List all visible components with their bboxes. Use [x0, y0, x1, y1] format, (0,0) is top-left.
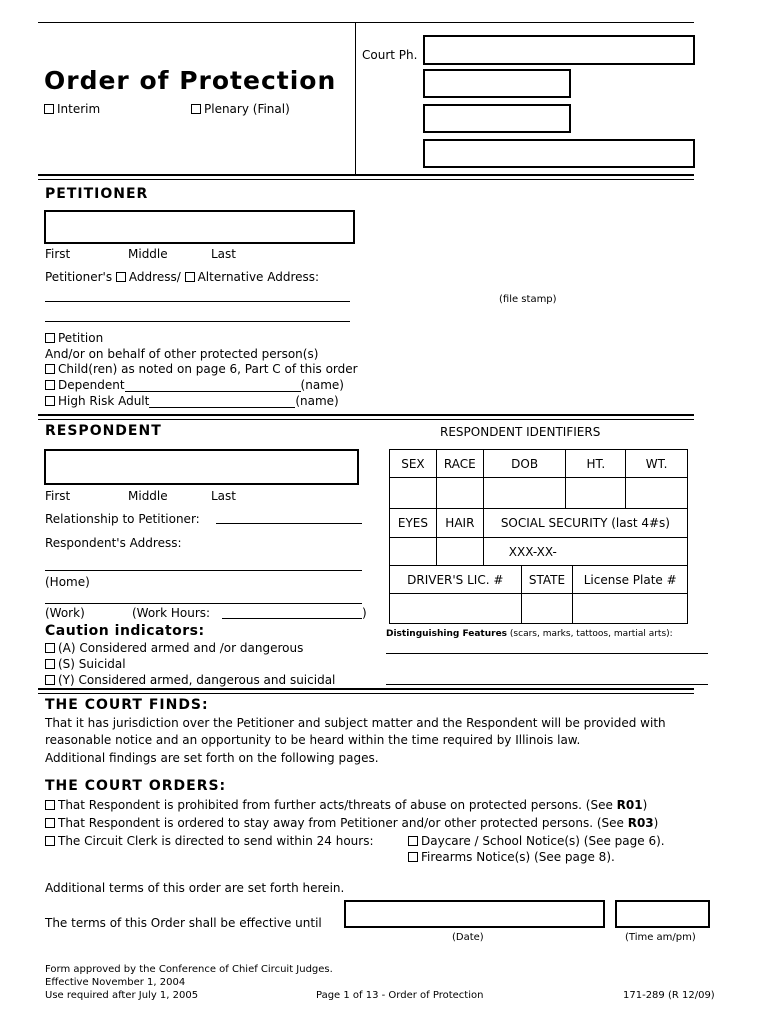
- case-field-2[interactable]: [423, 104, 571, 133]
- interim-option[interactable]: [44, 102, 100, 116]
- footer-line-1: Form approved by the Conference of Chief Circuit Judges.: [45, 964, 333, 975]
- daycare-label: Daycare / School Notice(s) (See page 6).: [421, 834, 665, 848]
- drivers-lic-header: DRIVER'S LIC. #: [390, 566, 522, 594]
- identifiers-values-2: [390, 538, 688, 566]
- state-value[interactable]: [521, 594, 573, 624]
- identifiers-table: [389, 449, 688, 509]
- high-risk-label: High Risk Adult: [58, 394, 150, 408]
- order-3-checkbox[interactable]: [45, 836, 55, 846]
- dependent-name-label: (name): [300, 378, 344, 392]
- identifiers-table-2: [389, 508, 688, 566]
- firearms-label: Firearms Notice(s) (See page 8).: [421, 850, 615, 864]
- eyes-value[interactable]: [390, 538, 437, 566]
- footer-page-label: Page 1 of 13 - Order of Protection: [316, 990, 484, 1001]
- work-label: (Work): [45, 606, 85, 620]
- time-label: (Time am/pm): [625, 932, 696, 943]
- dependent-name-line[interactable]: [125, 379, 301, 392]
- order-3-text: The Circuit Clerk is directed to send within 24 hours:: [58, 834, 374, 848]
- order-2-end: ): [653, 816, 659, 830]
- behalf-text: And/or on behalf of other protected person(s): [45, 347, 319, 361]
- petitioner-address-line-1[interactable]: [45, 301, 350, 302]
- order-3-option[interactable]: [45, 834, 374, 848]
- petitioner-middle-label: Middle: [128, 247, 168, 261]
- alt-address-checkbox[interactable]: [185, 272, 195, 282]
- petition-option[interactable]: [45, 331, 103, 345]
- children-option[interactable]: [45, 362, 358, 376]
- daycare-option[interactable]: [408, 834, 665, 848]
- work-hours-close: ): [362, 606, 367, 620]
- address-label: Address/: [128, 270, 181, 284]
- firearms-checkbox[interactable]: [408, 852, 418, 862]
- plenary-label: Plenary (Final): [204, 102, 290, 116]
- order-1-ref: R01: [616, 798, 643, 812]
- effective-date-field[interactable]: [344, 900, 605, 928]
- children-checkbox[interactable]: [45, 364, 55, 374]
- court-ph-label: Court Ph.: [362, 48, 418, 62]
- caution-s-label: (S) Suicidal: [58, 657, 126, 671]
- court-orders-heading: THE COURT ORDERS:: [45, 778, 227, 794]
- firearms-option[interactable]: [408, 850, 615, 864]
- additional-terms: Additional terms of this order are set forth herein.: [45, 881, 345, 895]
- respondent-last-label: Last: [211, 489, 236, 503]
- order-2-option[interactable]: [45, 816, 658, 830]
- distinguishing-note: (scars, marks, tattoos, martial arts):: [509, 629, 673, 639]
- petitioner-last-label: Last: [211, 247, 236, 261]
- respondent-first-label: First: [45, 489, 71, 503]
- caution-a-option[interactable]: [45, 641, 303, 655]
- identifiers-row-2: [390, 509, 688, 538]
- caution-heading: Caution indicators:: [45, 623, 205, 639]
- dependent-option[interactable]: [45, 378, 344, 392]
- plenary-checkbox[interactable]: [191, 104, 201, 114]
- order-1-end: ): [642, 798, 648, 812]
- work-hours-label: (Work Hours:: [132, 606, 211, 620]
- high-risk-option[interactable]: [45, 394, 339, 408]
- plate-header: License Plate #: [573, 566, 688, 594]
- hair-value[interactable]: [436, 538, 483, 566]
- interim-checkbox[interactable]: [44, 104, 54, 114]
- date-label: (Date): [452, 932, 484, 943]
- distinguishing-line-2[interactable]: [386, 684, 708, 685]
- respondent-name-field[interactable]: [44, 449, 359, 485]
- ssn-header: SOCIAL SECURITY (last 4#s): [483, 509, 687, 538]
- eyes-header: EYES: [390, 509, 437, 538]
- case-field-1[interactable]: [423, 69, 571, 98]
- petitioner-first-label: First: [45, 247, 71, 261]
- identifiers-heading: RESPONDENT IDENTIFIERS: [440, 425, 601, 439]
- footer-line-3: Use required after July 1, 2005: [45, 990, 199, 1001]
- petitioner-name-field[interactable]: [44, 210, 355, 244]
- order-1-text: That Respondent is prohibited from further acts/threats of abuse on protected persons. (See: [58, 798, 617, 812]
- home-label: (Home): [45, 575, 90, 589]
- court-finds-line-3: Additional findings are set forth on the following pages.: [45, 751, 379, 765]
- section-rule-petitioner: [38, 174, 694, 180]
- case-field-3[interactable]: [423, 139, 695, 168]
- high-risk-name-label: (name): [295, 394, 339, 408]
- plate-value[interactable]: [573, 594, 688, 624]
- wt-value[interactable]: [626, 478, 688, 509]
- petitioner-address-line-2[interactable]: [45, 321, 350, 322]
- court-finds-line-1: That it has jurisdiction over the Petitioner and subject matter and the Respondent will be provided with: [45, 716, 666, 730]
- petitioner-heading: PETITIONER: [45, 186, 149, 202]
- high-risk-checkbox[interactable]: [45, 396, 55, 406]
- hair-header: HAIR: [436, 509, 483, 538]
- relationship-label: Relationship to Petitioner:: [45, 512, 200, 526]
- caution-y-checkbox[interactable]: [45, 675, 55, 685]
- effective-until-label: The terms of this Order shall be effective until: [45, 916, 322, 930]
- file-stamp-label: (file stamp): [499, 294, 557, 305]
- daycare-checkbox[interactable]: [408, 836, 418, 846]
- respondent-address-label: Respondent's Address:: [45, 536, 182, 550]
- section-rule-findings: [38, 688, 694, 694]
- caution-a-label: (A) Considered armed and /or dangerous: [58, 641, 304, 655]
- caution-y-option[interactable]: [45, 673, 335, 687]
- respondent-heading: RESPONDENT: [45, 423, 162, 439]
- drivers-lic-value[interactable]: [390, 594, 522, 624]
- dependent-label: Dependent: [58, 378, 125, 392]
- distinguishing-line-1[interactable]: [386, 653, 708, 654]
- order-2-checkbox[interactable]: [45, 818, 55, 828]
- court-ph-field[interactable]: [423, 35, 695, 65]
- caution-a-checkbox[interactable]: [45, 643, 55, 653]
- section-rule-respondent: [38, 414, 694, 420]
- plenary-option[interactable]: [191, 102, 290, 116]
- order-1-option[interactable]: [45, 798, 647, 812]
- ht-value[interactable]: [566, 478, 626, 509]
- work-hours-line[interactable]: [222, 618, 362, 619]
- dob-header: DOB: [483, 450, 566, 478]
- state-header: STATE: [521, 566, 573, 594]
- order-2-text: That Respondent is ordered to stay away from Petitioner and/or other protected persons. (See: [58, 816, 628, 830]
- header-divider: [355, 22, 356, 174]
- caution-y-label: (Y) Considered armed, dangerous and suicidal: [58, 673, 336, 687]
- ssn-value[interactable]: [483, 538, 687, 566]
- petition-checkbox[interactable]: [45, 333, 55, 343]
- caution-s-checkbox[interactable]: [45, 659, 55, 669]
- distinguishing-row: [386, 627, 673, 641]
- children-label: Child(ren) as noted on page 6, Part C of this order: [58, 362, 358, 376]
- ht-header: HT.: [566, 450, 626, 478]
- relationship-line[interactable]: [216, 523, 362, 524]
- order-2-ref: R03: [627, 816, 654, 830]
- wt-header: WT.: [626, 450, 688, 478]
- top-rule: [38, 22, 694, 23]
- distinguishing-label: Distinguishing Features: [386, 629, 508, 639]
- dob-value[interactable]: [483, 478, 566, 509]
- ssn-prefix: XXX-XX-: [508, 544, 557, 559]
- dependent-checkbox[interactable]: [45, 380, 55, 390]
- respondent-middle-label: Middle: [128, 489, 168, 503]
- address-checkbox[interactable]: [116, 272, 126, 282]
- footer-line-2: Effective November 1, 2004: [45, 977, 186, 988]
- interim-label: Interim: [57, 102, 101, 116]
- identifiers-values-1: [390, 478, 688, 509]
- alt-address-label: Alternative Address:: [197, 270, 320, 284]
- court-finds-line-2: reasonable notice and an opportunity to be heard within the time required by Illinois law.: [45, 733, 581, 747]
- caution-s-option[interactable]: [45, 657, 126, 671]
- page-title: Order of Protection: [44, 66, 337, 95]
- petitioner-address-prefix: Petitioner's: [45, 270, 113, 284]
- petition-label: Petition: [58, 331, 104, 345]
- court-finds-heading: THE COURT FINDS:: [45, 697, 209, 713]
- identifiers-row-1: [390, 450, 688, 478]
- identifiers-row-3: [390, 566, 688, 594]
- footer-form-number: 171-289 (R 12/09): [623, 990, 715, 1001]
- work-address-line[interactable]: [45, 603, 362, 604]
- sex-header: SEX: [390, 450, 437, 478]
- race-value[interactable]: [436, 478, 483, 509]
- sex-value[interactable]: [390, 478, 437, 509]
- order-1-checkbox[interactable]: [45, 800, 55, 810]
- identifiers-table-3: [389, 565, 688, 624]
- race-header: RACE: [436, 450, 483, 478]
- petitioner-address-row: [45, 270, 319, 284]
- home-address-line[interactable]: [45, 570, 362, 571]
- high-risk-name-line[interactable]: [149, 395, 295, 408]
- identifiers-values-3: [390, 594, 688, 624]
- effective-time-field[interactable]: [615, 900, 710, 928]
